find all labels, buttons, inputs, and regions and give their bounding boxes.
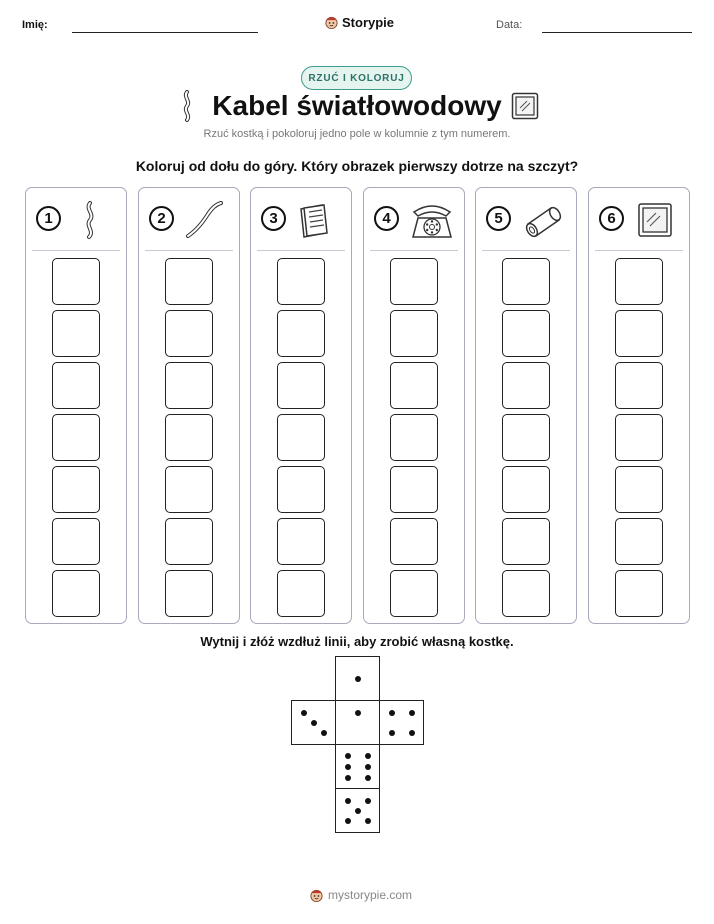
rotary-telephone-icon bbox=[408, 200, 456, 240]
color-cell[interactable] bbox=[615, 414, 663, 461]
pip bbox=[345, 818, 351, 824]
pip bbox=[365, 764, 371, 770]
color-cell[interactable] bbox=[615, 570, 663, 617]
color-cell[interactable] bbox=[277, 518, 325, 565]
color-cell[interactable] bbox=[165, 310, 213, 357]
column-number: 1 bbox=[36, 206, 61, 231]
color-cell[interactable] bbox=[277, 258, 325, 305]
color-cell[interactable] bbox=[502, 362, 550, 409]
pip bbox=[409, 730, 415, 736]
column-6 bbox=[588, 187, 690, 624]
column-header bbox=[26, 188, 126, 250]
cut-instruction: Wytnij i złóż wzdłuż linii, aby zrobić własną kostkę. bbox=[200, 634, 514, 649]
color-cell[interactable] bbox=[615, 518, 663, 565]
color-cell[interactable] bbox=[165, 414, 213, 461]
color-cell[interactable] bbox=[502, 258, 550, 305]
column-divider bbox=[32, 250, 120, 251]
column-header bbox=[589, 188, 689, 250]
die-face-4 bbox=[379, 700, 424, 745]
pip bbox=[321, 730, 327, 736]
footer-url[interactable]: mystorypie.com bbox=[328, 888, 413, 902]
column-number: 5 bbox=[486, 206, 511, 231]
name-line[interactable] bbox=[72, 32, 258, 33]
date-line[interactable] bbox=[542, 32, 692, 33]
mascot-icon bbox=[309, 887, 324, 903]
pip bbox=[365, 753, 371, 759]
glass-panel-icon bbox=[511, 92, 539, 120]
pip bbox=[389, 730, 395, 736]
color-cell[interactable] bbox=[52, 258, 100, 305]
curved-fiber-icon bbox=[183, 200, 231, 240]
brand-logo bbox=[324, 13, 394, 31]
pip bbox=[355, 710, 361, 716]
pip bbox=[345, 753, 351, 759]
pip bbox=[345, 764, 351, 770]
color-cell[interactable] bbox=[615, 466, 663, 513]
color-cell[interactable] bbox=[390, 362, 438, 409]
name-label: Imię: bbox=[22, 19, 48, 31]
color-cell[interactable] bbox=[277, 414, 325, 461]
color-cell[interactable] bbox=[277, 466, 325, 513]
wavy-fiber-icon bbox=[70, 200, 118, 240]
color-cell[interactable] bbox=[502, 414, 550, 461]
color-cell[interactable] bbox=[52, 518, 100, 565]
column-1 bbox=[25, 187, 127, 624]
color-cell[interactable] bbox=[390, 466, 438, 513]
column-header bbox=[251, 188, 351, 250]
color-cell[interactable] bbox=[165, 518, 213, 565]
subtitle: Rzuć kostką i pokoloruj jedno pole w kolumnie z tym numerem. bbox=[203, 128, 511, 140]
pip bbox=[365, 775, 371, 781]
color-cell[interactable] bbox=[390, 414, 438, 461]
column-header bbox=[139, 188, 239, 250]
date-label: Data: bbox=[496, 19, 523, 31]
pip bbox=[365, 798, 371, 804]
pip bbox=[355, 808, 361, 814]
color-cell[interactable] bbox=[52, 310, 100, 357]
instruction: Koloruj od dołu do góry. Który obrazek pierwszy dotrze na szczyt? bbox=[135, 158, 579, 174]
color-cell[interactable] bbox=[390, 518, 438, 565]
pip bbox=[311, 720, 317, 726]
pip bbox=[409, 710, 415, 716]
color-cell[interactable] bbox=[277, 362, 325, 409]
pip bbox=[301, 710, 307, 716]
column-header bbox=[364, 188, 464, 250]
booklet-icon bbox=[295, 200, 343, 240]
color-cell[interactable] bbox=[390, 570, 438, 617]
color-cell[interactable] bbox=[165, 258, 213, 305]
color-cell[interactable] bbox=[165, 466, 213, 513]
color-cell[interactable] bbox=[52, 414, 100, 461]
color-cell[interactable] bbox=[502, 518, 550, 565]
column-2 bbox=[138, 187, 240, 624]
activity-badge: RZUĆ I KOLORUJ bbox=[301, 66, 412, 90]
pip bbox=[365, 818, 371, 824]
column-number: 2 bbox=[149, 206, 174, 231]
color-cell[interactable] bbox=[615, 310, 663, 357]
color-cell[interactable] bbox=[390, 258, 438, 305]
color-cell[interactable] bbox=[502, 570, 550, 617]
column-divider bbox=[482, 250, 570, 251]
column-header bbox=[476, 188, 576, 250]
mascot-icon bbox=[324, 14, 339, 30]
column-divider bbox=[370, 250, 458, 251]
pip bbox=[355, 676, 361, 682]
footer bbox=[309, 885, 412, 905]
die-face-1 bbox=[335, 656, 380, 701]
color-cell[interactable] bbox=[502, 466, 550, 513]
column-divider bbox=[595, 250, 683, 251]
column-3 bbox=[250, 187, 352, 624]
column-number: 6 bbox=[599, 206, 624, 231]
column-divider bbox=[145, 250, 233, 251]
color-cell[interactable] bbox=[390, 310, 438, 357]
column-5 bbox=[475, 187, 577, 624]
page-title: Kabel światłowodowy bbox=[212, 90, 502, 121]
color-cell[interactable] bbox=[52, 362, 100, 409]
brand-name: Storypie bbox=[342, 14, 395, 30]
color-cell[interactable] bbox=[615, 258, 663, 305]
die-face-5 bbox=[335, 788, 380, 833]
color-cell[interactable] bbox=[615, 362, 663, 409]
die-face-3 bbox=[291, 700, 336, 745]
cable-tube-icon bbox=[520, 200, 568, 240]
color-cell[interactable] bbox=[277, 310, 325, 357]
color-cell[interactable] bbox=[277, 570, 325, 617]
color-cell[interactable] bbox=[52, 570, 100, 617]
color-cell[interactable] bbox=[165, 570, 213, 617]
glass-panel-icon bbox=[633, 200, 681, 240]
column-number: 4 bbox=[374, 206, 399, 231]
color-cell[interactable] bbox=[52, 466, 100, 513]
pip bbox=[345, 775, 351, 781]
pip bbox=[345, 798, 351, 804]
column-number: 3 bbox=[261, 206, 286, 231]
die-face-6 bbox=[335, 744, 380, 789]
column-divider bbox=[257, 250, 345, 251]
die-face-1 bbox=[335, 700, 380, 745]
color-cell[interactable] bbox=[502, 310, 550, 357]
pip bbox=[389, 710, 395, 716]
color-cell[interactable] bbox=[165, 362, 213, 409]
column-4 bbox=[363, 187, 465, 624]
